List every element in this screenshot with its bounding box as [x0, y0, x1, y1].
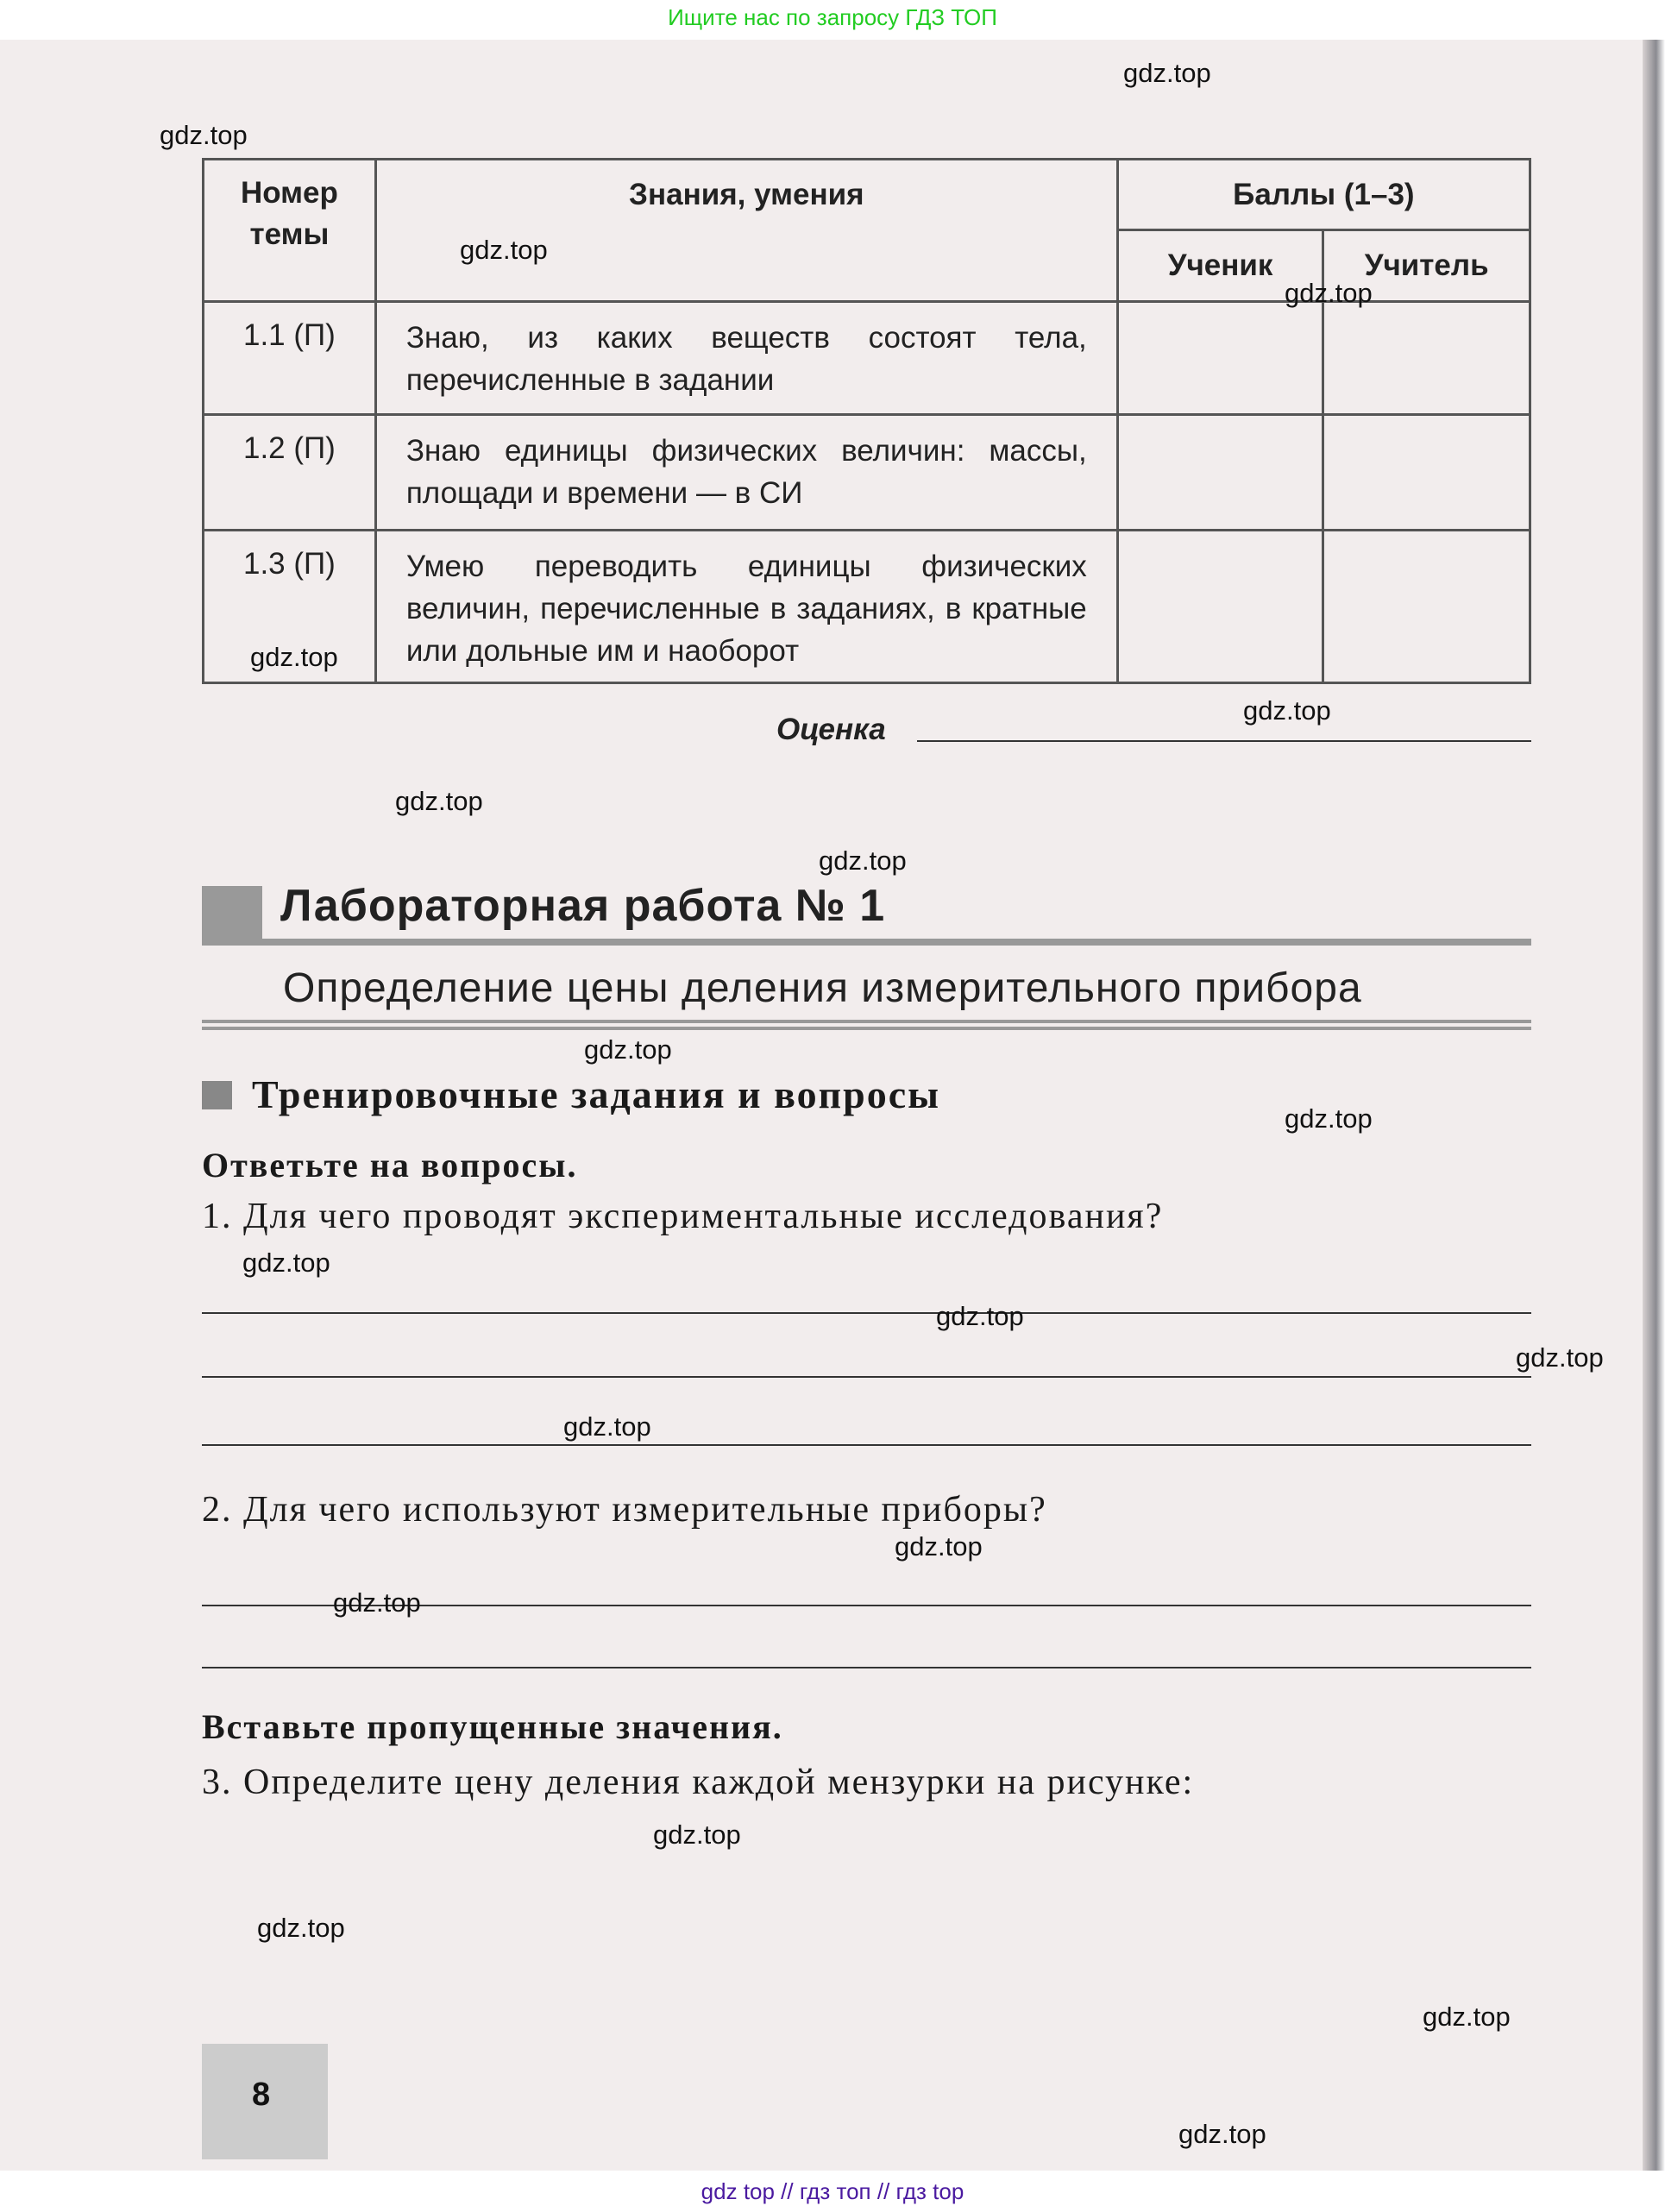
- grade-label: Оценка: [776, 713, 886, 746]
- page-number-box: [202, 2044, 328, 2159]
- teacher-score-cell[interactable]: [1323, 302, 1530, 415]
- top-banner[interactable]: Ищите нас по запросу ГДЗ ТОП: [0, 0, 1665, 40]
- teacher-score-cell[interactable]: [1323, 415, 1530, 531]
- grade-line[interactable]: [917, 740, 1531, 742]
- book-spine-shadow: [1643, 40, 1665, 2171]
- page-number: 8: [252, 2077, 271, 2113]
- self-assessment-table: [202, 158, 1531, 684]
- lab-subtitle: Определение цены деления измерительного прибора: [283, 965, 1362, 1011]
- row-text: Умею переводить единицы физических величин, перечисленные в заданиях, в кратные или дольные им и наоборот: [375, 531, 1117, 683]
- header-points: Баллы (1–3): [1117, 160, 1530, 230]
- row-text: Знаю, из каких веществ состоят тела, перечисленные в задании: [375, 302, 1117, 415]
- watermark: gdz.top: [1423, 2001, 1511, 2032]
- instruction: Ответьте на вопросы.: [202, 1146, 578, 1185]
- watermark: gdz.top: [653, 1819, 741, 1850]
- bottom-banner[interactable]: gdz top // гдз топ // гдз top: [0, 2171, 1665, 2212]
- row-number: 1.3 (П): [204, 531, 376, 683]
- watermark: gdz.top: [160, 120, 248, 150]
- watermark: gdz.top: [242, 1247, 330, 1278]
- question-1: 1. Для чего проводят экспериментальные исследования?: [202, 1197, 1164, 1236]
- row-text: Знаю единицы физических величин: массы, площади и времени — в СИ: [375, 415, 1117, 531]
- divider: [202, 1027, 1531, 1030]
- answer-line[interactable]: [202, 1312, 1531, 1314]
- watermark: gdz.top: [1123, 58, 1211, 88]
- answer-line[interactable]: [202, 1376, 1531, 1378]
- answer-line[interactable]: [202, 1667, 1531, 1668]
- teacher-score-cell[interactable]: [1323, 531, 1530, 683]
- lab-heading-marker: [202, 886, 262, 946]
- watermark: gdz.top: [1285, 278, 1373, 308]
- student-score-cell[interactable]: [1117, 531, 1323, 683]
- instruction: Вставьте пропущенные значения.: [202, 1707, 783, 1746]
- watermark: gdz.top: [1516, 1342, 1604, 1373]
- section-title: Тренировочные задания и вопросы: [252, 1072, 941, 1116]
- table-row: [204, 531, 1530, 683]
- table-row: [204, 415, 1530, 531]
- watermark: gdz.top: [895, 1531, 983, 1562]
- header-topic: Номер темы: [204, 160, 376, 302]
- lab-title: Лабораторная работа № 1: [280, 881, 886, 931]
- table-row: [204, 302, 1530, 415]
- question-3: 3. Определите цену деления каждой мензурки на рисунке:: [202, 1763, 1195, 1802]
- row-number: 1.1 (П): [204, 302, 376, 415]
- watermark: gdz.top: [460, 235, 548, 265]
- watermark: gdz.top: [819, 845, 907, 876]
- header-student: Ученик: [1117, 230, 1323, 302]
- watermark: gdz.top: [333, 1587, 421, 1618]
- section-square-icon: [202, 1081, 232, 1109]
- header-skills: Знания, умения: [375, 160, 1117, 302]
- answer-line[interactable]: [202, 1444, 1531, 1446]
- watermark: gdz.top: [936, 1301, 1024, 1331]
- watermark: gdz.top: [1243, 695, 1331, 726]
- watermark: gdz.top: [395, 786, 483, 816]
- watermark: gdz.top: [250, 642, 338, 672]
- watermark: gdz.top: [257, 1913, 345, 1943]
- student-score-cell[interactable]: [1117, 302, 1323, 415]
- row-number: 1.2 (П): [204, 415, 376, 531]
- question-2: 2. Для чего используют измерительные приборы?: [202, 1490, 1047, 1530]
- divider: [202, 1020, 1531, 1023]
- watermark: gdz.top: [1178, 2119, 1266, 2149]
- watermark: gdz.top: [563, 1411, 651, 1442]
- student-score-cell[interactable]: [1117, 415, 1323, 531]
- watermark: gdz.top: [584, 1034, 672, 1065]
- header-teacher: Учитель: [1323, 230, 1530, 302]
- watermark: gdz.top: [1285, 1103, 1373, 1134]
- divider: [261, 939, 1531, 946]
